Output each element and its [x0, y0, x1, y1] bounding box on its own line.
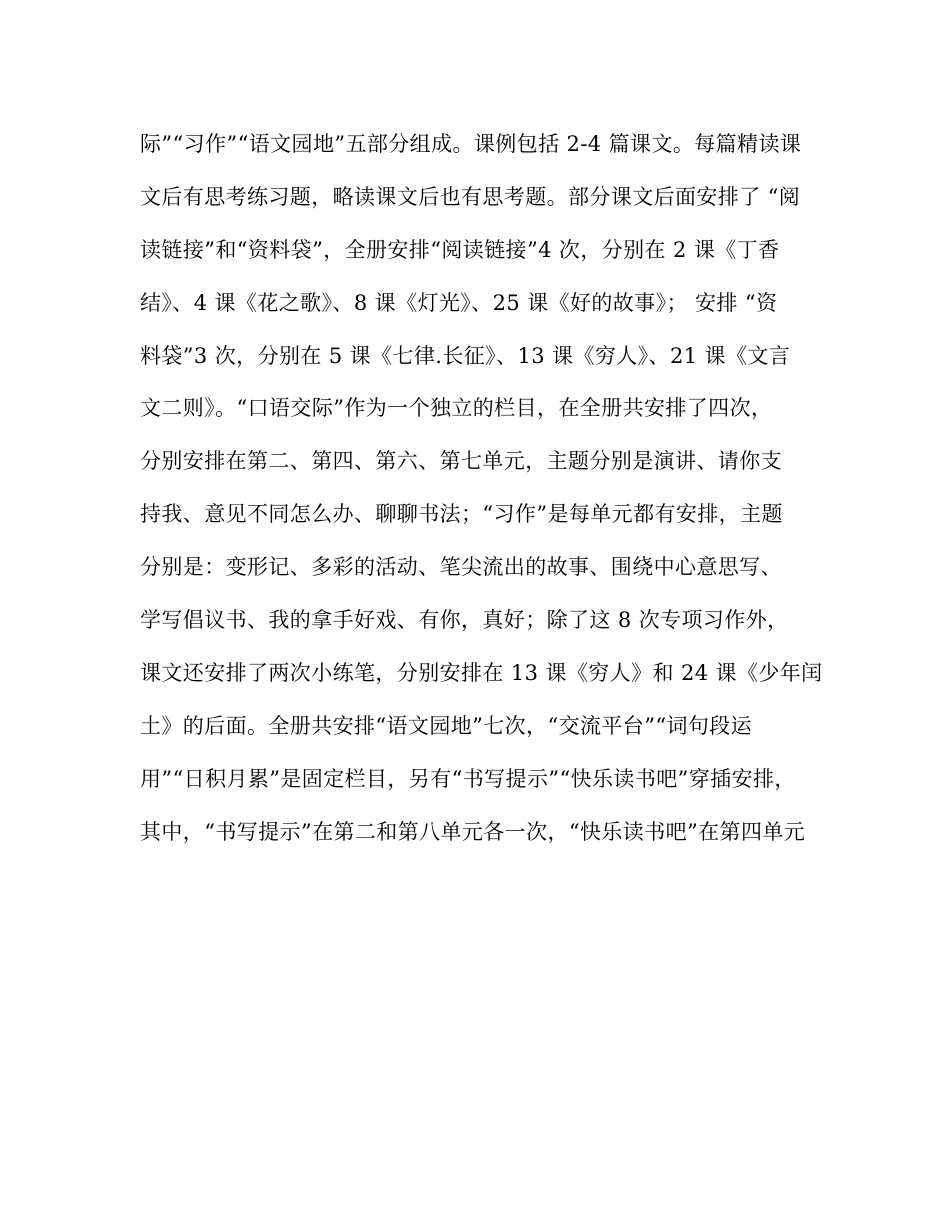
text-line: 分别安排在第二、第四、第六、第七单元，主题分别是演讲、请你支	[140, 449, 782, 474]
text-line: 料袋”3 次，分别在 5 课《七律.长征》、13 课《穷人》、21 课《文言	[140, 343, 791, 368]
text-line: 课文还安排了两次小练笔，分别安排在 13 课《穷人》和 24 课《少年闰	[140, 660, 823, 685]
text-line: 其中，“书写提示”在第二和第八单元各一次，“快乐读书吧”在第四单元	[140, 819, 806, 844]
text-line: 际”“习作”“语文园地”五部分组成。课例包括 2-4 篇课文。每篇精读课	[140, 132, 802, 156]
text-line: 文二则》。“口语交际”作为一个独立的栏目，在全册共安排了四次，	[140, 396, 773, 421]
text-line: 土》的后面。全册共安排“语文园地”七次，“交流平台”“词句段运	[140, 713, 753, 738]
text-line: 读链接”和“资料袋”，全册安排“阅读链接”4 次，分别在 2 课《丁香	[140, 237, 780, 262]
text-line: 分别是：变形记、多彩的活动、笔尖流出的故事、围绕中心意思写、	[140, 555, 782, 580]
body-text	[140, 118, 840, 858]
text-line: 结》、4 课《花之歌》、8 课《灯光》、25 课《好的故事》； 安排 “资	[140, 290, 778, 315]
text-line: 学写倡议书、我的拿手好戏、有你，真好；除了这 8 次专项习作外，	[140, 608, 789, 633]
text-line: 文后有思考练习题，略读课文后也有思考题。部分课文后面安排了 “阅	[140, 184, 801, 209]
text-line: 用”“日积月累”是固定栏目，另有“书写提示”“快乐读书吧”穿插安排，	[140, 766, 796, 791]
text-line: 持我、意见不同怎么办、聊聊书法；“习作”是每单元都有安排，主题	[140, 502, 783, 527]
